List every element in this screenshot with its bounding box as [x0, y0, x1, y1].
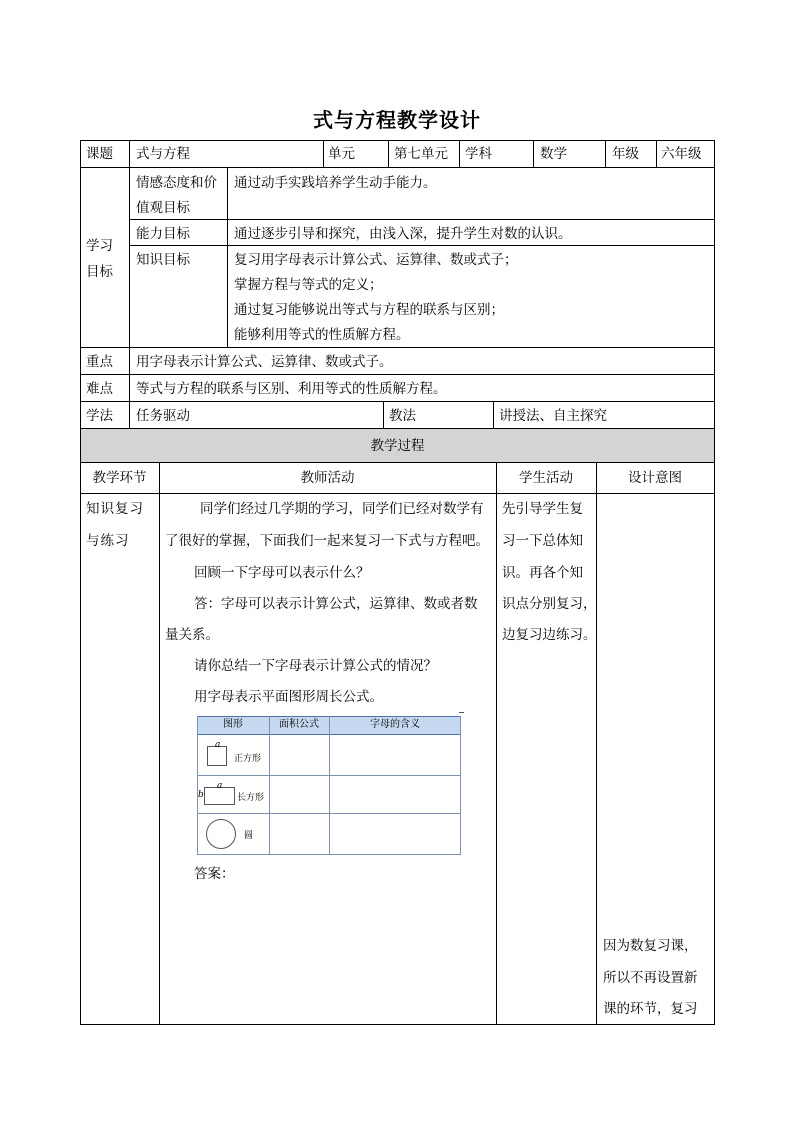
teacher-line: 请你总结一下字母表示计算公式的情况？ [194, 658, 437, 674]
student-line: 先引导学生复 [502, 501, 583, 517]
ability-label: 能力目标 [136, 226, 190, 242]
study-method-value: 任务驱动 [136, 408, 190, 424]
subject-label: 学科 [465, 146, 492, 162]
knowledge-line: 复习用字母表示计算公式、运算律、数或式子； [234, 252, 518, 268]
square-label: 正方形 [234, 754, 262, 764]
difficulty-label: 难点 [86, 381, 113, 397]
document-title: 式与方程教学设计 [313, 108, 481, 132]
shape-formula-table [197, 716, 461, 855]
teacher-line: 回顾一下字母可以表示什么？ [194, 565, 370, 581]
teach-method-value: 讲授法、自主探究 [499, 408, 607, 424]
col-student-header: 学生活动 [519, 470, 573, 486]
subject-value: 数学 [540, 146, 567, 162]
stage-line2: 与练习 [86, 533, 130, 549]
rectangle-length-var: a [217, 781, 223, 791]
circle-shape [206, 819, 236, 849]
knowledge-line: 通过复习能够说出等式与方程的联系与区别； [234, 302, 504, 318]
teacher-line: 量关系。 [165, 627, 219, 643]
stage-line1: 知识复习 [86, 501, 144, 517]
knowledge-line: 能够利用等式的性质解方程。 [234, 327, 410, 343]
teacher-line: 了很好的掌握，下面我们一起来复习一下式与方程吧。 [165, 533, 489, 549]
shape-table-header-meaning: 字母的含义 [370, 719, 420, 730]
unit-label: 单元 [328, 146, 355, 162]
course-value: 式与方程 [136, 146, 190, 162]
teacher-line: 用字母表示平面图形周长公式。 [194, 689, 383, 705]
intent-line: 课的环节，复习 [603, 1001, 698, 1017]
student-line: 习一下总体知 [502, 533, 583, 549]
course-label: 课题 [86, 146, 113, 162]
knowledge-label: 知识目标 [136, 252, 190, 268]
student-line: 识。再各个知 [502, 565, 583, 581]
teach-method-label: 教法 [389, 408, 416, 424]
key-point-label: 重点 [86, 354, 113, 370]
knowledge-line: 掌握方程与等式的定义； [234, 277, 383, 293]
grade-value: 六年级 [661, 146, 702, 162]
key-point-text: 用字母表示计算公式、运算律、数或式子。 [136, 354, 393, 370]
intent-line: 所以不再设置新 [603, 970, 698, 986]
process-title: 教学过程 [370, 438, 425, 454]
student-line: 边复习边练习。 [502, 627, 597, 643]
col-stage-header: 教学环节 [92, 470, 147, 486]
grade-label: 年级 [612, 146, 639, 162]
emotion-label-line2: 值观目标 [136, 200, 190, 216]
study-method-label: 学法 [86, 408, 113, 424]
ability-text: 通过逐步引导和探究，由浅入深，提升学生对数的认识。 [234, 226, 572, 242]
answer-label: 答案： [194, 866, 235, 882]
intent-line: 因为数复习课， [603, 938, 698, 954]
teacher-line: 同学们经过几学期的学习，同学们已经对数学有 [200, 501, 484, 517]
col-teacher-header: 教师活动 [300, 470, 355, 486]
goals-label-line2: 目标 [86, 264, 113, 280]
rectangle-width-var: b [198, 790, 204, 800]
difficulty-text: 等式与方程的联系与区别、利用等式的性质解方程。 [136, 381, 447, 397]
emotion-text: 通过动手实践培养学生动手能力。 [234, 175, 437, 191]
shape-table-header-shape: 图形 [223, 719, 243, 730]
teacher-line: 答：字母可以表示计算公式，运算律、数或者数 [194, 596, 478, 612]
square-side-var: a [215, 740, 221, 750]
circle-label: 圆 [244, 831, 254, 841]
col-intent-header: 设计意图 [628, 470, 682, 486]
student-line: 识点分别复习， [502, 596, 597, 612]
goals-label-line1: 学习 [86, 238, 113, 254]
unit-value: 第七单元 [394, 146, 448, 162]
rectangle-label: 长方形 [237, 793, 265, 803]
shape-table-header-formula: 面积公式 [279, 719, 319, 730]
emotion-label-line1: 情感态度和价 [136, 175, 217, 191]
